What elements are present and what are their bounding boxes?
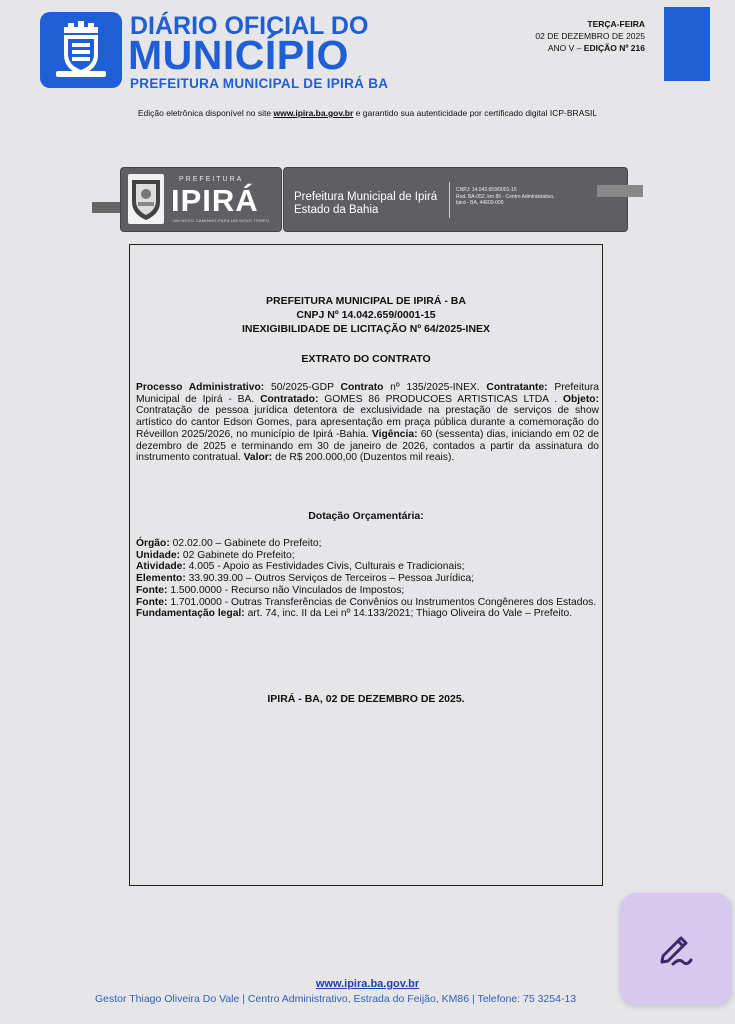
list-item: Órgão: 02.02.00 – Gabinete do Prefeito; xyxy=(136,538,322,549)
banner-name: Prefeitura Municipal de Ipirá Estado da Bahia xyxy=(294,191,438,216)
edit-fab-button[interactable] xyxy=(620,893,732,1005)
issue-edition: ANO V – EDIÇÃO Nº 216 xyxy=(547,43,645,53)
footer-site-link[interactable]: www.ipira.ba.gov.br xyxy=(315,978,420,990)
coat-of-arms-icon xyxy=(50,19,112,81)
header-accent-block xyxy=(664,7,710,81)
logo-tagline: UM NOVO CAMINHO PARA UM NOVO TEMPO xyxy=(173,218,270,223)
logo-ipira-word: IPIRÁ xyxy=(171,183,259,218)
ipira-shield-icon xyxy=(128,174,164,224)
issue-weekday: TERÇA-FEIRA xyxy=(587,19,645,29)
extrato-title: EXTRATO DO CONTRATO xyxy=(301,353,431,365)
municipal-crest-logo xyxy=(40,12,122,88)
masthead-subtitle: PREFEITURA MUNICIPAL DE IPIRÁ BA xyxy=(130,76,389,91)
masthead-title-line1: DIÁRIO OFICIAL DO xyxy=(130,12,369,40)
dotacao-title: Dotação Orçamentária: xyxy=(308,510,424,522)
edit-pen-icon xyxy=(653,926,699,972)
list-item: Unidade: 02 Gabinete do Prefeito; xyxy=(136,549,295,561)
document-content-box xyxy=(129,244,603,886)
prefeitura-info-banner xyxy=(283,167,628,232)
logo-prefeitura-label: PREFEITURA xyxy=(179,176,244,183)
banner-divider xyxy=(449,182,450,218)
list-item: Fundamentação legal: art. 74, inc. II da Lei nº 14.133/2021; Thiago Oliveira do Vale – Prefeito. xyxy=(136,608,573,620)
issue-info xyxy=(535,18,645,54)
banner-left-tab xyxy=(92,202,120,213)
banner-address: CNPJ: 14.042.659/0001-15 Rod. BA-052, km 86 - Centro Administrativo, Ipirá - BA, 44600-000 xyxy=(456,187,555,206)
prefeitura-logo xyxy=(120,167,282,232)
list-item: Atividade: 4.005 - Apoio as Festividades Civis, Culturais e Tradicionais; xyxy=(136,561,465,573)
list-item: Elemento: 33.90.39.00 – Outros Serviços de Terceiros – Pessoa Jurídica; xyxy=(136,573,475,585)
edition-site-link[interactable]: www.ipira.ba.gov.br xyxy=(273,108,354,118)
contract-paragraph: Processo Administrativo: 50/2025-GDP Contrato nº 135/2025-INEX. Contratante: Prefeitura Municipal de Ipirá - BA. Contratado: GOMES 86 PRODUCOES ARTISTICAS LTDA . Objeto: Contratação de pessoa jurídica detentora de exclusividade na prestação de serviços de show artístico do cantor Edson Gomes, para apresentação em praça pública durante a comemoração do Réveillon 2025/2026, no município de Ipirá -Bahia. Vigência: 60 (sessenta) dias, iniciando em 02 de dezembro de 2025 e terminando em 30 de janeiro de 2026, contados a partir da assinatura do instrumento contratual. Valor: de R$ 200.000,00 (Duzentos mil reais). xyxy=(136,382,600,464)
banner-right-tab xyxy=(597,185,643,197)
issue-date: 02 DE DEZEMBRO DE 2025 xyxy=(535,31,645,41)
doc-header-1: PREFEITURA MUNICIPAL DE IPIRÁ - BA xyxy=(266,295,466,307)
list-item: Fonte: 1.500.0000 - Recurso não Vinculados de Impostos; xyxy=(136,584,405,596)
doc-header-3: INEXIGIBILIDADE DE LICITAÇÃO Nº 64/2025-INEX xyxy=(241,323,491,335)
doc-header-2: CNPJ Nº 14.042.659/0001-15 xyxy=(296,309,436,321)
masthead-title-line2: MUNICÍPIO xyxy=(128,32,349,78)
edition-note: Edição eletrônica disponível no site www.ipira.ba.gov.br e garantido sua autenticidade por certificado digital ICP-BRASIL xyxy=(137,108,598,118)
list-item: Fonte: 1.701.0000 - Outras Transferências de Convênios ou Instrumentos Congêneres dos Estados. xyxy=(136,596,597,608)
footer-contact-line: Gestor Thiago Oliveira Do Vale | Centro Administrativo, Estrada do Feijão, KM86 | Telefone: 75 3254-13 xyxy=(95,993,577,1005)
closing-line: IPIRÁ - BA, 02 DE DEZEMBRO DE 2025. xyxy=(267,693,465,705)
dotacao-list xyxy=(136,538,599,620)
